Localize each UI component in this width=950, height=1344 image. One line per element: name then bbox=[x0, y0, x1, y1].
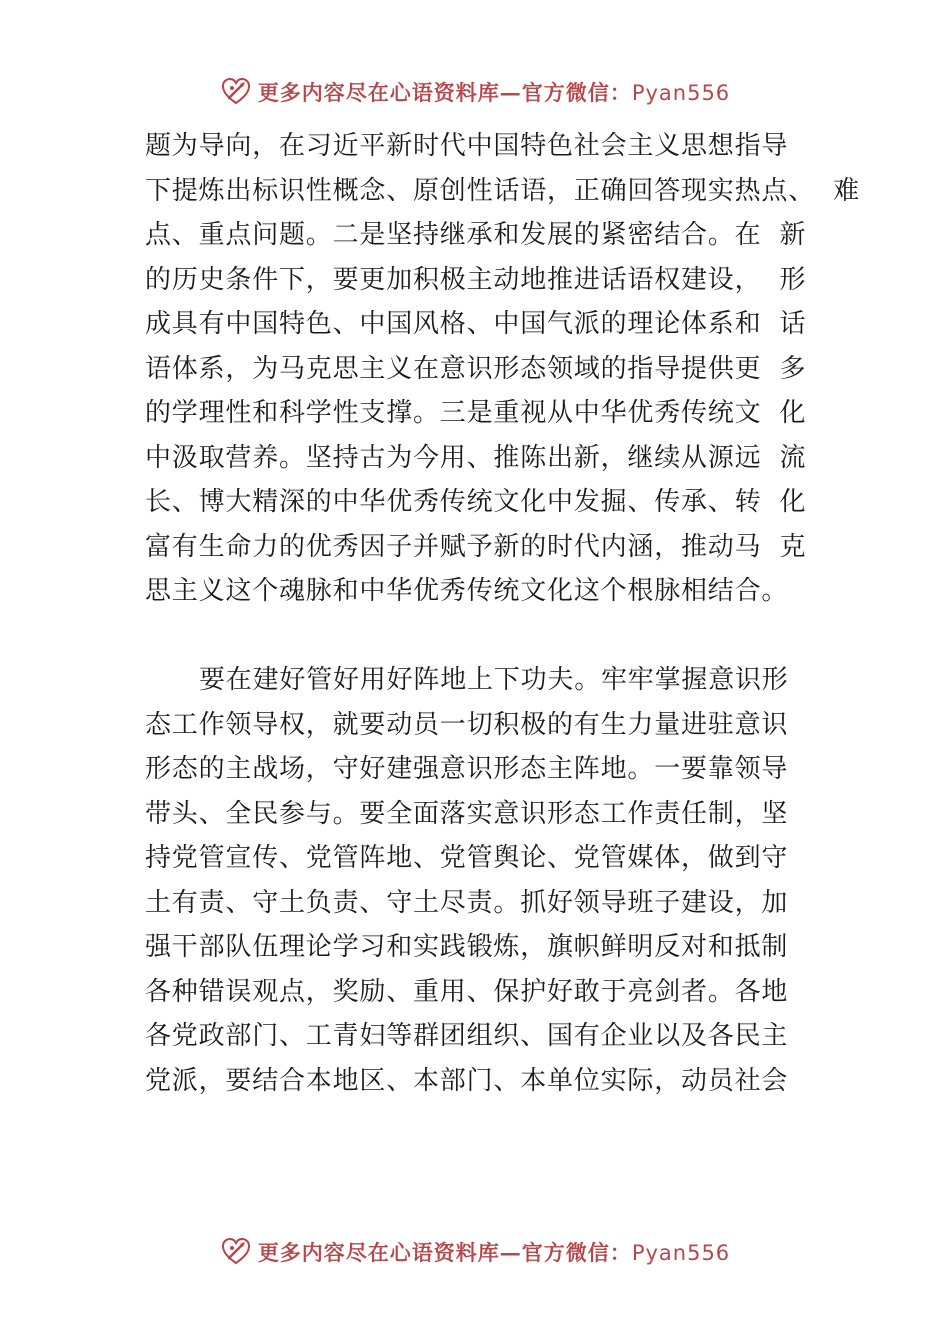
footer-banner bbox=[0, 1232, 950, 1272]
text-line: 各党政部门、工青妇等群团组织、国有企业以及各民主 bbox=[145, 1021, 789, 1051]
text-line: 成具有中国特色、中国风格、中国气派的理论体系和 话 bbox=[145, 309, 807, 339]
text-line: 的历史条件下，要更加积极主动地推进话语权建设， 形 bbox=[145, 264, 807, 295]
text-line: 思主义这个魂脉和中华优秀传统文化这个根脉相结合。 bbox=[145, 576, 789, 606]
heart-quill-logo-icon bbox=[220, 76, 252, 108]
header-banner bbox=[0, 72, 950, 112]
text-line: 富有生命力的优秀因子并赋予新的时代内涵，推动马 克 bbox=[145, 531, 807, 562]
text-line: 要在建好管好用好阵地上下功夫。牢牢掌握意识形 bbox=[199, 665, 789, 695]
banner-text: 更多内容尽在心语资料库—官方微信：Pyan556 bbox=[257, 1240, 731, 1265]
paragraph-2 bbox=[145, 658, 835, 1103]
wechat-id: Pyan556 bbox=[631, 1241, 731, 1265]
text-line: 点、重点问题。二是坚持继承和发展的紧密结合。在 新 bbox=[145, 220, 807, 250]
paragraph-1 bbox=[145, 124, 860, 614]
text-line: 中汲取营养。坚持古为今用、推陈出新，继续从源远 流 bbox=[145, 442, 807, 473]
text-line: 党派，要结合本地区、本部门、本单位实际，动员社会 bbox=[145, 1065, 789, 1096]
text-line: 的学理性和科学性支撑。三是重视从中华优秀传统文 化 bbox=[145, 398, 807, 428]
text-line: 语体系，为马克思主义在意识形态领域的指导提供更 多 bbox=[145, 353, 807, 384]
heart-quill-logo-icon bbox=[220, 1236, 252, 1268]
paragraph-gap bbox=[145, 614, 835, 659]
text-line: 持党管宣传、党管阵地、党管舆论、党管媒体，做到守 bbox=[145, 843, 789, 873]
banner-text: 更多内容尽在心语资料库—官方微信：Pyan556 bbox=[257, 80, 731, 105]
text-line: 题为导向，在习近平新时代中国特色社会主义思想指导 bbox=[145, 131, 789, 161]
text-line: 强干部队伍理论学习和实践锻炼，旗帜鲜明反对和抵制 bbox=[145, 932, 789, 962]
wechat-id: Pyan556 bbox=[631, 81, 731, 105]
text-line: 下提炼出标识性概念、原创性话语，正确回答现实热点、 难 bbox=[145, 175, 860, 206]
text-line: 形态的主战场，守好建强意识形态主阵地。一要靠领导 bbox=[145, 754, 789, 784]
text-line: 各种错误观点，奖励、重用、保护好敢于亮剑者。各地 bbox=[145, 976, 789, 1007]
text-line: 长、博大精深的中华优秀传统文化中发掘、传承、转 化 bbox=[145, 487, 807, 517]
text-line: 态工作领导权，就要动员一切积极的有生力量进驻意识 bbox=[145, 709, 789, 740]
text-line: 土有责、守土负责、守土尽责。抓好领导班子建设，加 bbox=[145, 887, 789, 918]
text-line: 带头、全民参与。要全面落实意识形态工作责任制，坚 bbox=[145, 798, 789, 829]
document-body bbox=[145, 124, 860, 1103]
